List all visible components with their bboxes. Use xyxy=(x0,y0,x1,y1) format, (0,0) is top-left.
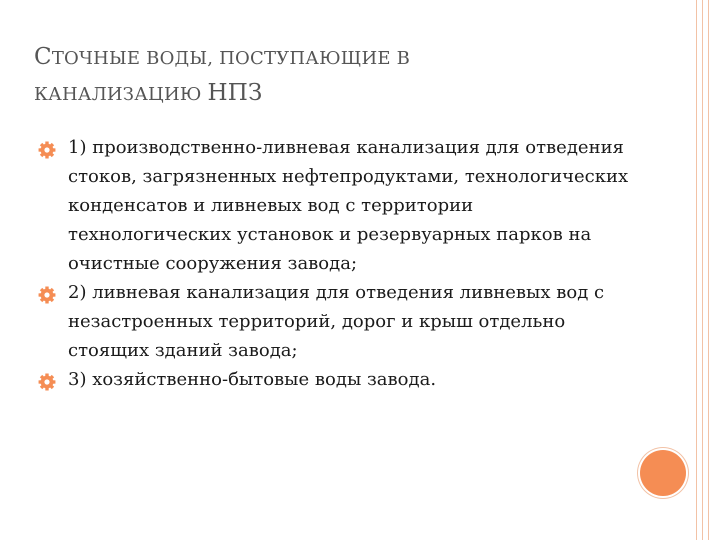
bullet-text: 2) ливневая канализация для отведения ливневых вод с незастроенных территорий, дорог и крыш отдельно стоящих зданий завода; xyxy=(68,282,605,361)
bullet-item xyxy=(38,278,638,365)
frame-line-middle xyxy=(702,0,703,540)
title-line-2-rest: КАНАЛИЗАЦИЮ xyxy=(34,84,208,105)
bullet-list xyxy=(38,133,638,394)
bullet-item xyxy=(38,133,638,278)
title-abbr: НПЗ xyxy=(207,80,263,106)
bullet-text: 3) хозяйственно-бытовые воды завода. xyxy=(68,369,437,390)
gear-icon xyxy=(38,139,56,157)
orange-circle-icon xyxy=(640,450,686,496)
title-line-1 xyxy=(34,40,634,76)
frame-line-outer xyxy=(696,0,697,540)
title-line-1-rest: ТОЧНЫЕ ВОДЫ, ПОСТУПАЮЩИЕ В xyxy=(51,48,411,69)
title-line-2 xyxy=(34,76,634,112)
bullet-item xyxy=(38,365,638,394)
frame-line-inner xyxy=(708,0,709,540)
gear-icon xyxy=(38,371,56,389)
title-initial: С xyxy=(34,44,52,70)
slide-title xyxy=(34,40,634,112)
gear-icon xyxy=(38,284,56,302)
bullet-text: 1) производственно-ливневая канализация для отведения стоков, загрязненных нефтепродуктами, технологических конденсатов и ливневых вод с территории технологических установок и резервуарных парков на очистные сооружения завода; xyxy=(68,137,629,274)
